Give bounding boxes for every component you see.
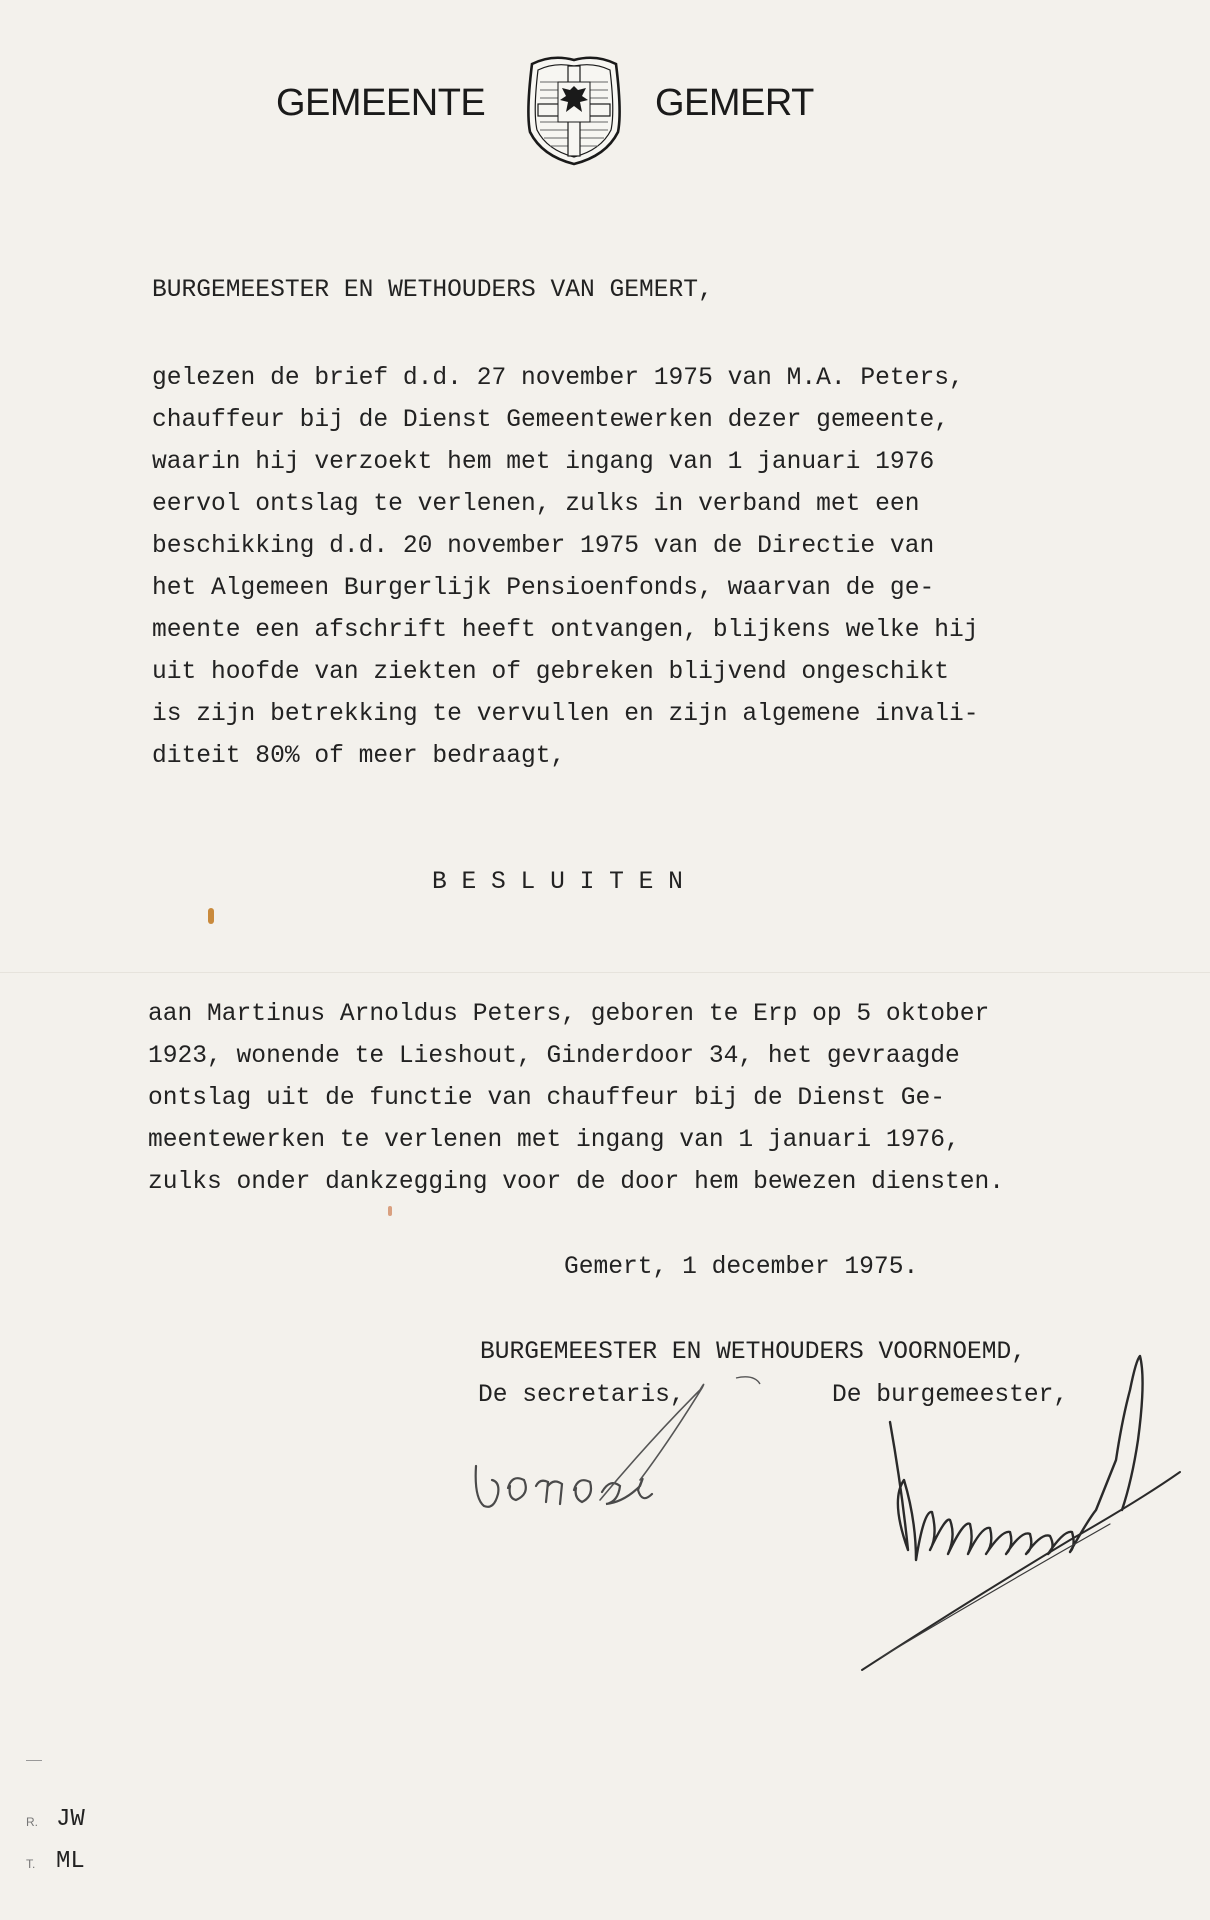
consideration-line: chauffeur bij de Dienst Gemeentewerken dezer gemeente, bbox=[152, 407, 949, 434]
consideration-line: diteit 80% of meer bedraagt, bbox=[152, 743, 566, 770]
decision-heading: B E S L U I T E N bbox=[432, 869, 683, 896]
place-date: Gemert, 1 december 1975. bbox=[564, 1254, 919, 1281]
signatories-heading: BURGEMEESTER EN WETHOUDERS VOORNOEMD, bbox=[480, 1339, 1027, 1366]
decision-line: meentewerken te verlenen met ingang van 1 januari 1976, bbox=[148, 1127, 960, 1154]
consideration-line: beschikking d.d. 20 november 1975 van de Directie van bbox=[152, 533, 935, 560]
letterhead-right-word: GEMERT bbox=[655, 82, 814, 124]
initials-r-value: JW bbox=[56, 1806, 85, 1833]
consideration-line: meente een afschrift heeft ontvangen, blijkens welke hij bbox=[152, 617, 979, 644]
consideration-line: is zijn betrekking te vervullen en zijn algemene invali- bbox=[152, 701, 979, 728]
addressee-line: BURGEMEESTER EN WETHOUDERS VAN GEMERT, bbox=[152, 277, 713, 304]
letterhead-left-word: GEMEENTE bbox=[276, 82, 486, 124]
margin-mark bbox=[26, 1760, 42, 1761]
consideration-line: eervol ontslag te verlenen, zulks in verband met een bbox=[152, 491, 920, 518]
mayor-label: De burgemeester, bbox=[832, 1382, 1069, 1409]
initials-r-prefix: R. bbox=[26, 1815, 38, 1829]
decision-line: 1923, wonende te Lieshout, Ginderdoor 34, het gevraagde bbox=[148, 1043, 960, 1070]
consideration-line: het Algemeen Burgerlijk Pensioenfonds, waarvan de ge- bbox=[152, 575, 935, 602]
municipal-crest-icon bbox=[522, 52, 626, 166]
paper-stain bbox=[388, 1206, 392, 1216]
paper-stain bbox=[208, 908, 214, 924]
decision-line: aan Martinus Arnoldus Peters, geboren te Erp op 5 oktober bbox=[148, 1001, 990, 1028]
paper-fold bbox=[0, 972, 1210, 973]
secretary-signature bbox=[470, 1370, 800, 1520]
initials-t-prefix: T. bbox=[26, 1857, 36, 1871]
secretary-label: De secretaris, bbox=[478, 1382, 685, 1409]
consideration-line: gelezen de brief d.d. 27 november 1975 van M.A. Peters, bbox=[152, 365, 964, 392]
initials-t-value: ML bbox=[56, 1848, 85, 1875]
consideration-line: uit hoofde van ziekten of gebreken blijvend ongeschikt bbox=[152, 659, 949, 686]
decision-line: ontslag uit de functie van chauffeur bij de Dienst Ge- bbox=[148, 1085, 945, 1112]
consideration-line: waarin hij verzoekt hem met ingang van 1 januari 1976 bbox=[152, 449, 935, 476]
mayor-signature bbox=[850, 1340, 1190, 1680]
decision-line: zulks onder dankzegging voor de door hem bewezen diensten. bbox=[148, 1169, 1005, 1196]
